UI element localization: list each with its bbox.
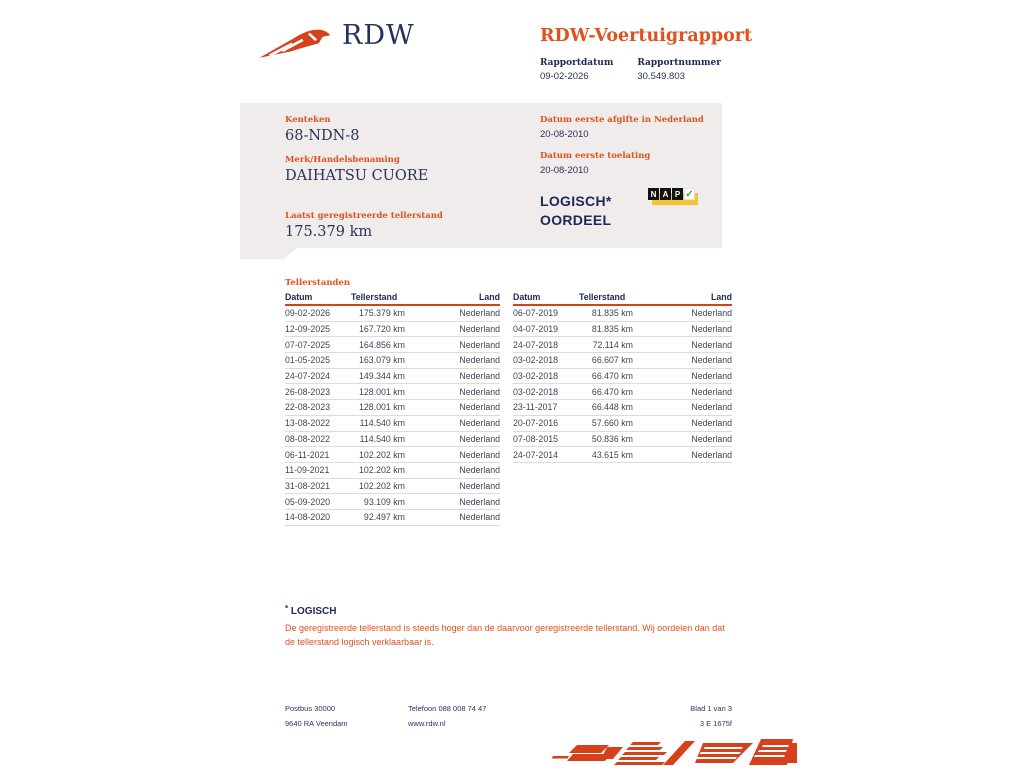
toelating-field	[540, 151, 704, 176]
footnote-text: De geregistreerde tellerstand is steeds hoger dan de daarvoor geregistreerde tellerstand. Wij oordelen dan dat de tellerstand logisch verklaarbaar is.	[285, 623, 725, 647]
cell-land: Nederland	[459, 418, 500, 429]
footer-address	[285, 701, 408, 731]
vehicle-summary-box	[240, 103, 722, 248]
footer-form-code: 3 E 1675f	[699, 719, 732, 728]
cell-datum: 04-07-2019	[513, 324, 558, 335]
nap-logo	[648, 188, 700, 206]
footer-phone: Telefoon 088 008 74 47	[408, 704, 487, 713]
table-row	[513, 322, 732, 338]
cell-land: Nederland	[459, 371, 500, 382]
table-row	[285, 400, 500, 416]
cell-tellerstand: 93.109 km	[363, 496, 405, 507]
cell-land: Nederland	[459, 386, 500, 397]
table-row	[513, 306, 732, 322]
table-row	[513, 416, 732, 432]
cell-datum: 26-08-2023	[285, 386, 330, 397]
cell-datum: 13-08-2022	[285, 418, 330, 429]
table-row	[513, 369, 732, 385]
cell-tellerstand: 66.470 km	[591, 371, 633, 382]
footer-contact	[408, 701, 690, 731]
cell-datum: 20-07-2016	[513, 418, 558, 429]
cell-land: Nederland	[691, 371, 732, 382]
cell-land: Nederland	[459, 339, 500, 350]
cell-tellerstand: 72.114 km	[592, 339, 633, 350]
table-row	[285, 416, 500, 432]
col-header-tellerstand: Tellerstand	[351, 292, 398, 302]
cell-tellerstand: 167.720 km	[359, 324, 405, 335]
cell-land: Nederland	[691, 339, 732, 350]
nap-letter-p: P	[672, 188, 683, 200]
page-footer	[285, 701, 732, 731]
cell-datum: 03-02-2018	[513, 386, 558, 397]
toelating-value: 20-08-2010	[540, 165, 589, 176]
cell-datum: 23-11-2017	[513, 402, 558, 413]
col-header-land: Land	[478, 292, 500, 302]
rdw-speedlines-graphic	[545, 735, 797, 773]
toelating-label: Datum eerste toelating	[540, 151, 651, 161]
afgifte-field	[540, 115, 704, 140]
nap-tiles	[648, 188, 695, 200]
cell-land: Nederland	[459, 496, 500, 507]
cell-tellerstand: 102.202 km	[359, 465, 405, 476]
report-date-value: 09-02-2026	[540, 71, 589, 82]
cell-datum: 05-09-2020	[285, 496, 330, 507]
oordeel-line1: LOGISCH*	[540, 193, 612, 209]
cell-land: Nederland	[691, 433, 732, 444]
nap-checkmark-icon: ✓	[685, 188, 694, 200]
cell-datum: 03-02-2018	[513, 371, 558, 382]
cell-datum: 11-09-2021	[285, 465, 330, 476]
cell-land: Nederland	[691, 386, 732, 397]
kenteken-field	[285, 115, 443, 144]
cell-datum: 01-05-2025	[285, 355, 330, 366]
footnote-heading	[285, 604, 725, 617]
table-row	[285, 384, 500, 400]
tellerstand-label: Laatst geregistreerde tellerstand	[285, 211, 443, 221]
footer-address-line1: Postbus 30000	[285, 704, 336, 713]
footnote-asterisk: *	[285, 604, 289, 613]
cell-datum: 06-07-2019	[513, 308, 558, 319]
merk-field	[285, 155, 443, 184]
tellerstanden-section	[285, 278, 732, 526]
table-row	[285, 369, 500, 385]
report-number-value: 30.549.803	[637, 71, 685, 82]
table-row	[513, 384, 732, 400]
cell-datum: 03-02-2018	[513, 355, 558, 366]
table-row	[513, 432, 732, 448]
footer-website: www.rdw.nl	[408, 719, 446, 728]
cell-tellerstand: 163.079 km	[359, 355, 405, 366]
nap-letter-n: N	[648, 188, 659, 200]
summary-right-column	[540, 115, 704, 230]
table-row	[513, 337, 732, 353]
col-header-tellerstand: Tellerstand	[579, 292, 626, 302]
table-row	[285, 447, 500, 463]
cell-datum: 06-11-2021	[285, 449, 330, 460]
table-header-row	[285, 292, 500, 306]
cell-datum: 07-08-2015	[513, 433, 558, 444]
cell-datum: 12-09-2025	[285, 324, 330, 335]
cell-land: Nederland	[459, 512, 500, 523]
oordeel-line2: OORDEEL	[540, 212, 612, 228]
speedlines-icon	[545, 735, 797, 768]
cell-tellerstand: 66.448 km	[591, 402, 633, 413]
tellerstanden-tables	[285, 292, 732, 526]
table-row	[285, 479, 500, 495]
rdw-wordmark: RDW	[342, 20, 415, 51]
table-row	[285, 463, 500, 479]
cell-tellerstand: 81.835 km	[591, 324, 633, 335]
cell-land: Nederland	[691, 324, 732, 335]
cell-tellerstand: 128.001 km	[359, 386, 405, 397]
report-number-block	[637, 58, 721, 82]
cell-land: Nederland	[459, 308, 500, 319]
cell-land: Nederland	[459, 324, 500, 335]
cell-tellerstand: 175.379 km	[359, 308, 405, 319]
cell-land: Nederland	[691, 355, 732, 366]
footer-address-line2: 9640 RA Veendam	[285, 719, 348, 728]
afgifte-label: Datum eerste afgifte in Nederland	[540, 115, 704, 125]
tellerstand-field	[285, 211, 443, 240]
cell-land: Nederland	[459, 465, 500, 476]
table-row	[285, 337, 500, 353]
nap-letter-a: A	[660, 188, 671, 200]
cell-tellerstand: 164.856 km	[359, 339, 405, 350]
cell-tellerstand: 57.660 km	[591, 418, 633, 429]
cell-datum: 07-07-2025	[285, 339, 330, 350]
report-date-label: Rapportdatum	[540, 58, 614, 68]
page-title: RDW-Voertuigrapport	[540, 26, 753, 46]
col-header-datum: Datum	[285, 292, 313, 302]
table-row	[285, 432, 500, 448]
table-row	[285, 306, 500, 322]
cell-tellerstand: 43.615 km	[591, 449, 633, 460]
table-row	[513, 353, 732, 369]
rdw-logo	[258, 18, 415, 64]
cell-tellerstand: 114.540 km	[359, 418, 405, 429]
kenteken-label: Kenteken	[285, 115, 331, 125]
tellerstanden-heading: Tellerstanden	[285, 278, 351, 288]
cell-datum: 24-07-2024	[285, 371, 330, 382]
cell-land: Nederland	[459, 433, 500, 444]
table-row	[513, 400, 732, 416]
cell-tellerstand: 149.344 km	[359, 371, 405, 382]
cell-tellerstand: 102.202 km	[359, 480, 405, 491]
report-meta	[540, 58, 721, 82]
cell-tellerstand: 66.470 km	[591, 386, 633, 397]
footer-page-number: Blad 1 van 3	[690, 704, 732, 713]
merk-value: DAIHATSU CUORE	[285, 168, 429, 184]
cell-tellerstand: 128.001 km	[359, 402, 405, 413]
report-date-block	[540, 58, 613, 82]
cell-land: Nederland	[459, 480, 500, 491]
table-row	[285, 322, 500, 338]
cell-datum: 22-08-2023	[285, 402, 330, 413]
cell-land: Nederland	[691, 402, 732, 413]
rdw-eagle-icon	[258, 18, 334, 64]
logisch-footnote	[285, 604, 725, 649]
report-number-label: Rapportnummer	[637, 58, 721, 68]
cell-land: Nederland	[459, 355, 500, 366]
cell-land: Nederland	[459, 449, 500, 460]
footnote-heading-text: LOGISCH	[290, 606, 337, 617]
tellerstand-value: 175.379 km	[285, 224, 373, 240]
cell-tellerstand: 102.202 km	[359, 449, 405, 460]
cell-land: Nederland	[691, 449, 732, 460]
summary-left-column	[285, 115, 443, 251]
cell-tellerstand: 81.835 km	[591, 308, 633, 319]
cell-tellerstand: 114.540 km	[359, 433, 405, 444]
table-row	[285, 353, 500, 369]
tellerstanden-table-right	[513, 292, 732, 463]
cell-tellerstand: 66.607 km	[591, 355, 633, 366]
cell-datum: 24-07-2014	[513, 449, 558, 460]
col-header-land: Land	[710, 292, 732, 302]
table-row	[513, 447, 732, 463]
cell-datum: 08-08-2022	[285, 433, 330, 444]
cell-land: Nederland	[459, 402, 500, 413]
afgifte-value: 20-08-2010	[540, 129, 589, 140]
table-row	[285, 510, 500, 526]
footer-page-info	[690, 701, 732, 731]
cell-datum: 31-08-2021	[285, 480, 330, 491]
table-header-row	[513, 292, 732, 306]
tellerstanden-table-left	[285, 292, 500, 526]
cell-datum: 09-02-2026	[285, 308, 330, 319]
kenteken-value: 68-NDN-8	[285, 128, 360, 144]
table-row	[285, 494, 500, 510]
merk-label: Merk/Handelsbenaming	[285, 155, 400, 165]
cell-land: Nederland	[691, 418, 732, 429]
cell-datum: 14-08-2020	[285, 512, 330, 523]
col-header-datum: Datum	[513, 292, 541, 302]
cell-datum: 24-07-2018	[513, 339, 558, 350]
cell-tellerstand: 92.497 km	[363, 512, 405, 523]
cell-tellerstand: 50.836 km	[591, 433, 633, 444]
cell-land: Nederland	[691, 308, 732, 319]
